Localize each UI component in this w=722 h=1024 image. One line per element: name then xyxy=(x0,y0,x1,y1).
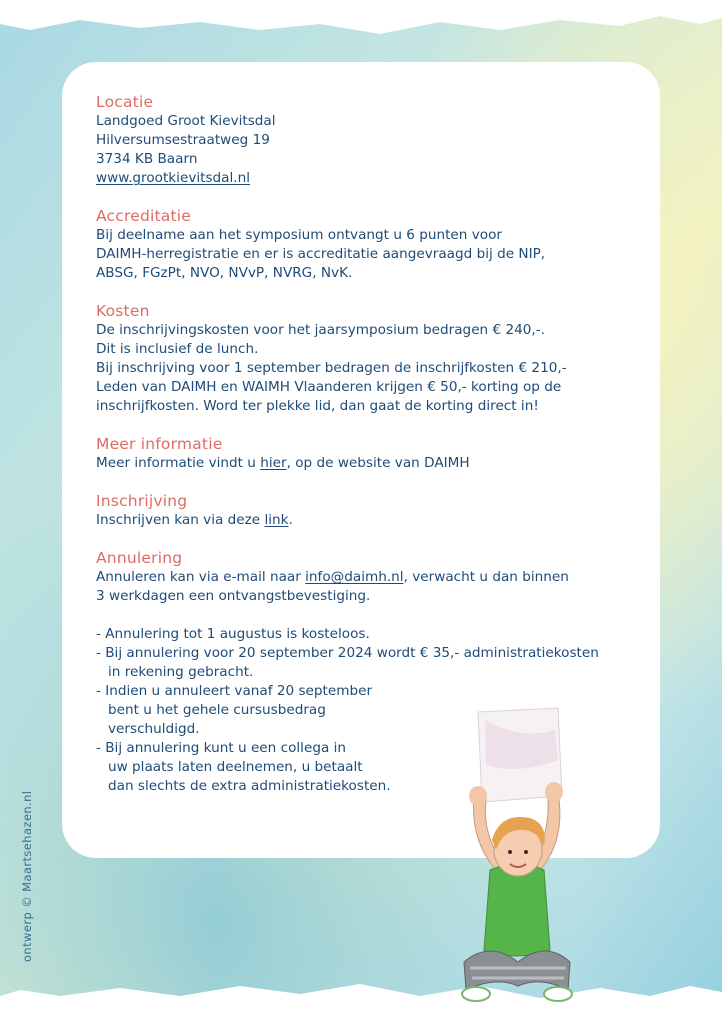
annulering-text xyxy=(96,568,636,587)
meer-informatie-after: , op de website van DAIMH xyxy=(286,455,470,471)
heading-locatie: Locatie xyxy=(96,93,154,111)
annulering-line2: 3 werkdagen een ontvangstbevestiging. xyxy=(96,588,371,604)
inschrijving-link[interactable]: link xyxy=(264,512,289,528)
location-street: Hilversumsestraatweg 19 xyxy=(96,132,270,148)
bullet-item: - Indien u annuleert vanaf 20 september xyxy=(96,683,373,699)
email-link[interactable]: info@daimh.nl xyxy=(305,569,404,585)
section-inschrijving xyxy=(96,491,636,530)
hier-link[interactable]: hier xyxy=(260,455,287,471)
meer-informatie-text xyxy=(96,454,636,473)
accreditatie-line: DAIMH-herregistratie en er is accreditatie aangevraagd bij de NIP, xyxy=(96,246,546,262)
kosten-line: Leden van DAIMH en WAIMH Vlaanderen krijgen € 50,- korting op de xyxy=(96,379,562,395)
bullet-item-cont: dan slechts de extra administratiekosten. xyxy=(108,778,391,794)
annulering-after: , verwacht u dan binnen xyxy=(403,569,569,585)
heading-kosten: Kosten xyxy=(96,302,150,320)
kosten-line: inschrijfkosten. Word ter plekke lid, dan gaat de korting direct in! xyxy=(96,398,539,414)
annulering-before: Annuleren kan via e-mail naar xyxy=(96,569,306,585)
section-locatie xyxy=(96,92,636,188)
inschrijving-text xyxy=(96,511,636,530)
bullet-item-cont: bent u het gehele cursusbedrag xyxy=(108,702,326,718)
design-credit: ontwerp © Maartsehazen.nl xyxy=(20,790,34,962)
meer-informatie-before: Meer informatie vindt u xyxy=(96,455,261,471)
bullet-item-cont: in rekening gebracht. xyxy=(108,664,254,680)
location-postcode: 3734 KB Baarn xyxy=(96,151,198,167)
child-illustration xyxy=(440,700,590,1010)
accreditatie-line: Bij deelname aan het symposium ontvangt u 6 punten voor xyxy=(96,227,502,243)
heading-accreditatie: Accreditatie xyxy=(96,207,191,225)
kosten-line: De inschrijvingskosten voor het jaarsymposium bedragen € 240,-. xyxy=(96,322,545,338)
kosten-line: Dit is inclusief de lunch. xyxy=(96,341,259,357)
heading-meer-informatie: Meer informatie xyxy=(96,435,223,453)
website-link[interactable]: www.grootkievitsdal.nl xyxy=(96,170,251,186)
accreditatie-line: ABSG, FGzPt, NVO, NVvP, NVRG, NvK. xyxy=(96,265,353,281)
section-accreditatie xyxy=(96,206,636,283)
section-meer-informatie xyxy=(96,434,636,473)
inschrijving-after: . xyxy=(288,512,293,528)
section-kosten xyxy=(96,301,636,416)
heading-annulering: Annulering xyxy=(96,549,183,567)
bullet-item: - Annulering tot 1 augustus is kosteloos. xyxy=(96,626,370,642)
heading-inschrijving: Inschrijving xyxy=(96,492,188,510)
bullet-item-cont: verschuldigd. xyxy=(108,721,200,737)
location-name: Landgoed Groot Kievitsdal xyxy=(96,113,276,129)
bullet-item-cont: uw plaats laten deelnemen, u betaalt xyxy=(108,759,363,775)
bullet-item: - Bij annulering kunt u een collega in xyxy=(96,740,346,756)
inschrijving-before: Inschrijven kan via deze xyxy=(96,512,265,528)
kosten-line: Bij inschrijving voor 1 september bedragen de inschrijfkosten € 210,- xyxy=(96,360,567,376)
bullet-item: - Bij annulering voor 20 september 2024 wordt € 35,- administratiekosten xyxy=(96,645,599,661)
